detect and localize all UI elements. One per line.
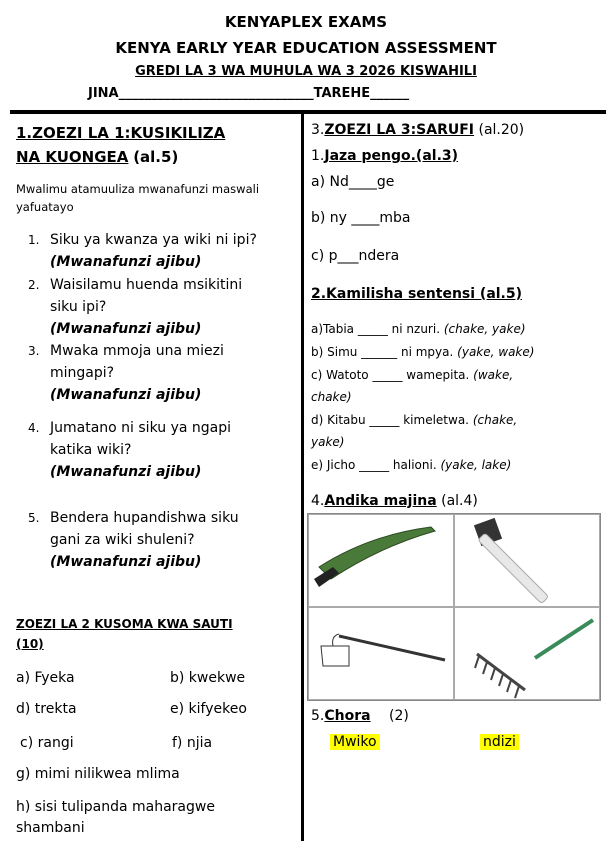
- rake-icon: [455, 608, 601, 701]
- section2-title-line2: (10): [16, 637, 44, 651]
- question-text: Jumatano ni siku ya ngapi katika wiki? (Mwanafunzi ajibu): [50, 417, 310, 483]
- reading-word-d: d) trekta: [16, 701, 77, 717]
- answer-note: (Mwanafunzi ajibu): [50, 387, 202, 403]
- sentence-d: d) Kitabu _____ kimeletwa. (chake,: [311, 413, 518, 427]
- instruction-line1: Mwalimu atamuuliza mwanafunzi maswali: [16, 182, 260, 196]
- fill-gap-b: b) ny ____mba: [311, 210, 411, 226]
- answer-note: (Mwanafunzi ajibu): [50, 554, 202, 570]
- assessment-title: KENYA EARLY YEAR EDUCATION ASSESSMENT: [115, 39, 497, 57]
- reading-sentence-h-line2: shambani: [16, 820, 85, 836]
- question-number: 2.: [28, 278, 40, 292]
- section1-title-line1: 1.ZOEZI LA 1:KUSIKILIZA: [16, 124, 226, 142]
- question-text: Siku ya kwanza ya wiki ni ipi? (Mwanafunzi ajibu): [50, 229, 310, 273]
- section3-title: 3.ZOEZI LA 3:SARUFI (al.20): [311, 122, 525, 138]
- section2-title-line1: ZOEZI LA 2 KUSOMA KWA SAUTI: [16, 617, 233, 631]
- sentence-a: a)Tabia _____ ni nzuri. (chake, yake): [311, 322, 526, 336]
- question-number: 5.: [28, 511, 40, 525]
- grade-term-title: GREDI LA 3 WA MUHULA WA 3 2026 KISWAHILI: [135, 64, 477, 79]
- reading-word-b: b) kwekwe: [170, 670, 246, 686]
- fill-gap-c: c) p___ndera: [311, 248, 400, 264]
- answer-note: (Mwanafunzi ajibu): [50, 464, 202, 480]
- hoe-icon: [309, 608, 455, 701]
- fill-gap-a: a) Nd____ge: [311, 174, 395, 190]
- section1-title-line2: NA KUONGEA (al.5): [16, 148, 179, 166]
- question-number: 4.: [28, 421, 40, 435]
- name-date-line: JINA______________________________TAREHE______: [88, 86, 410, 101]
- sentence-d-options-cont: yake): [311, 435, 345, 449]
- draw-word-mwiko: Mwiko: [330, 734, 380, 750]
- sentence-c-options-cont: chake): [311, 390, 352, 404]
- question-number: 1.: [28, 233, 40, 247]
- answer-note: (Mwanafunzi ajibu): [50, 254, 202, 270]
- sentence-b: b) Simu ______ ni mpya. (yake, wake): [311, 345, 535, 359]
- draw-word-ndizi: ndizi: [480, 734, 519, 750]
- sentence-e: e) Jicho _____ halioni. (yake, lake): [311, 458, 512, 472]
- header-divider: [10, 110, 606, 114]
- reading-word-f: f) njia: [172, 735, 213, 751]
- question5-title: 5.Chora (2): [311, 708, 409, 724]
- reading-sentence-g: g) mimi nilikwea mlima: [16, 766, 180, 782]
- question1-title: 1.Jaza pengo.(al.3): [311, 148, 459, 164]
- axe-image: [454, 514, 600, 607]
- reading-sentence-h-line1: h) sisi tulipanda maharagwe: [16, 799, 215, 815]
- reading-word-a: a) Fyeka: [16, 670, 75, 686]
- question2-title: 2.Kamilisha sentensi (al.5): [311, 286, 523, 302]
- reading-word-e: e) kifyekeo: [170, 701, 247, 717]
- panga-image: [308, 514, 454, 607]
- exam-provider-title: KENYAPLEX EXAMS: [224, 13, 388, 31]
- question-number: 3.: [28, 344, 40, 358]
- tools-image-grid: [307, 513, 601, 701]
- instruction-line2: yafuatayo: [16, 200, 74, 214]
- question-text: Waisilamu huenda msikitini siku ipi? (Mwanafunzi ajibu): [50, 274, 310, 340]
- question4-title: 4.Andika majina (al.4): [311, 493, 478, 509]
- reading-word-c: c) rangi: [20, 735, 74, 751]
- jembe-image: [308, 607, 454, 700]
- panga-icon: [309, 515, 455, 608]
- question-text: Mwaka mmoja una miezi mingapi? (Mwanafunzi ajibu): [50, 340, 310, 406]
- question-text: Bendera hupandishwa siku gani za wiki shuleni? (Mwanafunzi ajibu): [50, 507, 310, 573]
- axe-icon: [455, 515, 601, 608]
- answer-note: (Mwanafunzi ajibu): [50, 321, 202, 337]
- sentence-c: c) Watoto _____ wamepita. (wake,: [311, 368, 514, 382]
- rake-image: [454, 607, 600, 700]
